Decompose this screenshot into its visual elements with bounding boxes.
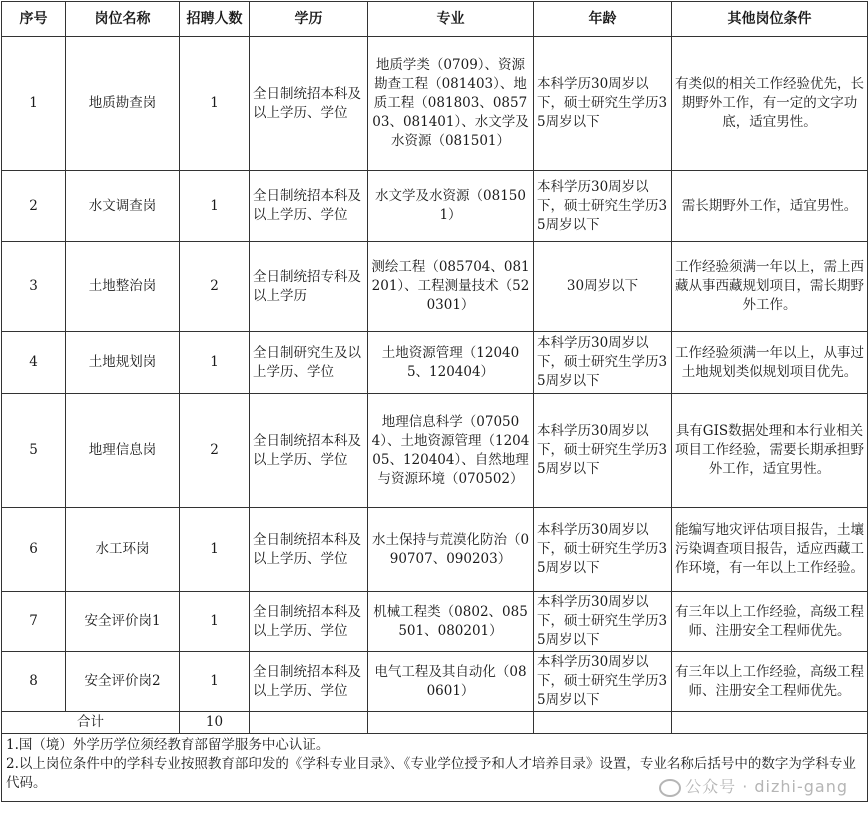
- cell-no: 7: [2, 592, 66, 652]
- header-major: 专业: [368, 2, 534, 37]
- cell-no: 1: [2, 37, 66, 171]
- cell-other: 有三年以上工作经验，高级工程师、注册安全工程师优先。: [672, 592, 868, 652]
- header-row: [2, 2, 868, 37]
- empty-cell: [368, 712, 534, 734]
- cell-age: 本科学历30周岁以下，硕士研究生学历35周岁以下: [534, 508, 672, 592]
- cell-count: 1: [180, 171, 250, 242]
- cell-major: 土地资源管理（120405、120404）: [368, 332, 534, 394]
- cell-age: 本科学历30周岁以下，硕士研究生学历35周岁以下: [534, 652, 672, 712]
- cell-other: 有三年以上工作经验，高级工程师、注册安全工程师优先。: [672, 652, 868, 712]
- cell-count: 2: [180, 394, 250, 508]
- wechat-icon: [659, 779, 681, 797]
- cell-other: 需长期野外工作，适宜男性。: [672, 171, 868, 242]
- cell-age: 本科学历30周岁以下，硕士研究生学历35周岁以下: [534, 592, 672, 652]
- cell-name: 安全评价岗1: [66, 592, 180, 652]
- cell-age: 本科学历30周岁以下，硕士研究生学历35周岁以下: [534, 171, 672, 242]
- total-count: 10: [180, 712, 250, 734]
- cell-no: 8: [2, 652, 66, 712]
- watermark-text: 公众号 · dizhi-gang: [685, 777, 848, 796]
- table-row: [2, 37, 868, 171]
- cell-name: 水工环岗: [66, 508, 180, 592]
- cell-count: 1: [180, 652, 250, 712]
- cell-name: 土地规划岗: [66, 332, 180, 394]
- header-age: 年龄: [534, 2, 672, 37]
- cell-no: 2: [2, 171, 66, 242]
- cell-count: 1: [180, 508, 250, 592]
- table-row: [2, 332, 868, 394]
- cell-name: 土地整治岗: [66, 242, 180, 332]
- header-name: 岗位名称: [66, 2, 180, 37]
- cell-name: 安全评价岗2: [66, 652, 180, 712]
- cell-age: 本科学历30周岁以下，硕士研究生学历35周岁以下: [534, 394, 672, 508]
- recruitment-table: [1, 1, 868, 802]
- cell-edu: 全日制统招本科及以上学历、学位: [250, 508, 368, 592]
- cell-edu: 全日制统招本科及以上学历、学位: [250, 171, 368, 242]
- cell-age: 30周岁以下: [534, 242, 672, 332]
- cell-other: 工作经验须满一年以上，从事过土地规划类似规划项目优先。: [672, 332, 868, 394]
- cell-other: 工作经验须满一年以上，需上西藏从事西藏规划项目，需长期野外工作。: [672, 242, 868, 332]
- cell-no: 5: [2, 394, 66, 508]
- note-2: 2.以上岗位条件中的学科专业按照教育部印发的《学科专业目录》、《专业学位授予和人才培养目录》设置，专业名称后括号中的数字为学科专业代码。: [6, 755, 863, 793]
- cell-count: 1: [180, 37, 250, 171]
- cell-age: 本科学历30周岁以下，硕士研究生学历35周岁以下: [534, 332, 672, 394]
- cell-name: 水文调查岗: [66, 171, 180, 242]
- cell-major: 地理信息科学（070504）、土地资源管理（120405、120404）、自然地理与资源环境（070502）: [368, 394, 534, 508]
- cell-other: 能编写地灾评估项目报告，土壤污染调查项目报告，适应西藏工作环境，有一年以上工作经验。: [672, 508, 868, 592]
- table-row: [2, 171, 868, 242]
- table-row: [2, 394, 868, 508]
- cell-edu: 全日制研究生及以上学历、学位: [250, 332, 368, 394]
- cell-age: 本科学历30周岁以下，硕士研究生学历35周岁以下: [534, 37, 672, 171]
- cell-count: 1: [180, 332, 250, 394]
- empty-cell: [672, 712, 868, 734]
- cell-count: 1: [180, 592, 250, 652]
- cell-major: 测绘工程（085704、081201）、工程测量技术（520301）: [368, 242, 534, 332]
- header-other: 其他岗位条件: [672, 2, 868, 37]
- cell-no: 3: [2, 242, 66, 332]
- cell-edu: 全日制统招本科及以上学历、学位: [250, 592, 368, 652]
- table-row: [2, 652, 868, 712]
- cell-edu: 全日制统招本科及以上学历、学位: [250, 394, 368, 508]
- cell-no: 4: [2, 332, 66, 394]
- empty-cell: [534, 712, 672, 734]
- note-1: 1.国（境）外学历学位须经教育部留学服务中心认证。: [6, 736, 863, 755]
- cell-edu: 全日制统招本科及以上学历、学位: [250, 652, 368, 712]
- empty-cell: [250, 712, 368, 734]
- cell-no: 6: [2, 508, 66, 592]
- table-row: [2, 242, 868, 332]
- cell-other: 具有GIS数据处理和本行业相关项目工作经验，需要长期承担野外工作，适宜男性。: [672, 394, 868, 508]
- cell-name: 地理信息岗: [66, 394, 180, 508]
- cell-edu: 全日制统招本科及以上学历、学位: [250, 37, 368, 171]
- cell-major: 电气工程及其自动化（080601）: [368, 652, 534, 712]
- watermark: [659, 774, 848, 797]
- cell-other: 有类似的相关工作经验优先，长期野外工作，有一定的文字功底，适宜男性。: [672, 37, 868, 171]
- total-label: 合计: [2, 712, 180, 734]
- header-edu: 学历: [250, 2, 368, 37]
- table-row: [2, 592, 868, 652]
- cell-major: 地质学类（0709）、资源勘查工程（081403）、地质工程（081803、085703、081401）、水文学及水资源（081501）: [368, 37, 534, 171]
- total-row: [2, 712, 868, 734]
- cell-major: 水文学及水资源（081501）: [368, 171, 534, 242]
- cell-count: 2: [180, 242, 250, 332]
- header-no: 序号: [2, 2, 66, 37]
- cell-major: 水土保持与荒漠化防治（090707、090203）: [368, 508, 534, 592]
- table-row: [2, 508, 868, 592]
- cell-name: 地质勘查岗: [66, 37, 180, 171]
- cell-major: 机械工程类（0802、085501、080201）: [368, 592, 534, 652]
- header-count: 招聘人数: [180, 2, 250, 37]
- cell-edu: 全日制统招专科及以上学历: [250, 242, 368, 332]
